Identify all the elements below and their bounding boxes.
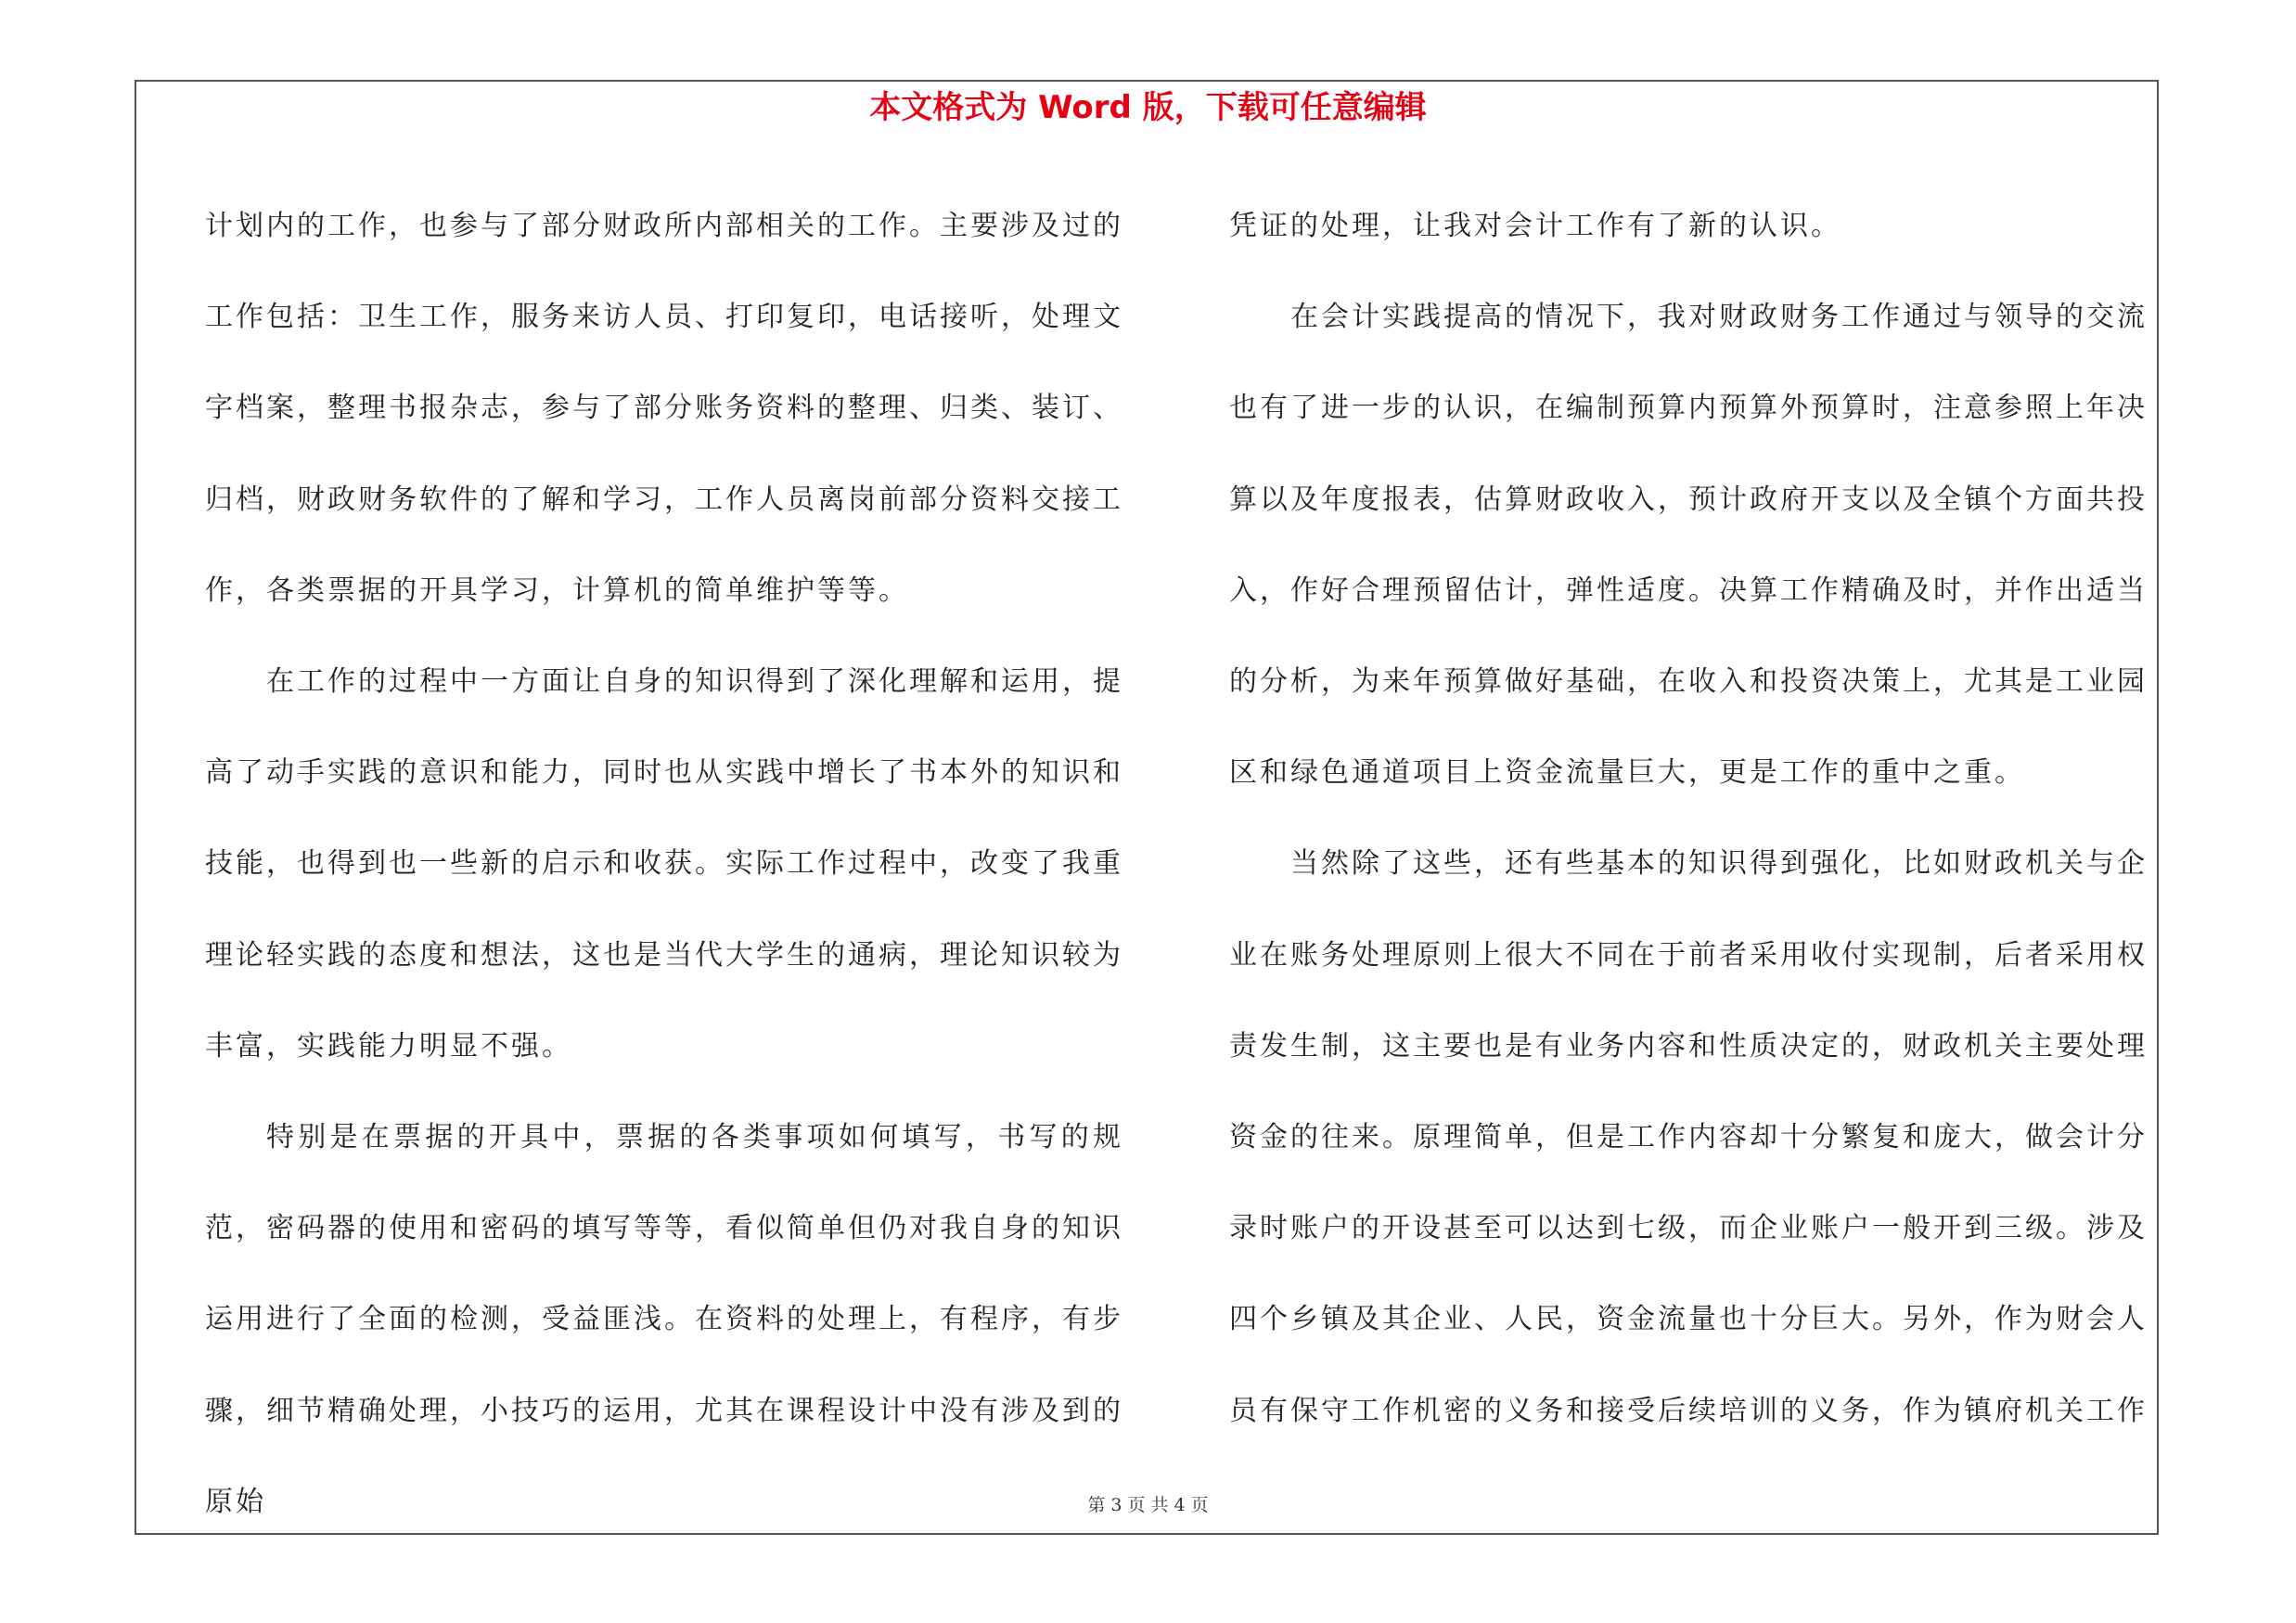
word-format-banner: 本文格式为 Word 版，下载可任意编辑 — [869, 89, 1427, 126]
footer-suffix: 页 — [1190, 1495, 1209, 1515]
paragraph: 特别是在票据的开具中，票据的各类事项如何填写，书写的规范，密码器的使用和密码的填写等等，看似简单但仍对我自身的知识运用进行了全面的检测，受益匪浅。在资料的处理上，有程序，有步骤，细节精确处理，小技巧的运用，尤其在课程设计中没有涉及到的原始 — [205, 1121, 1123, 1518]
paragraph: 在工作的过程中一方面让自身的知识得到了深化理解和运用，提高了动手实践的意识和能力，同时也从实践中增长了书本外的知识和技能，也得到也一些新的启示和收获。实际工作过程中，改变了我重理论轻实践的态度和想法，这也是当代大学生的通病，理论知识较为丰富，实践能力明显不强。 — [205, 665, 1123, 1063]
left-column — [205, 181, 1123, 1548]
paragraph-continuation: 凭证的处理，让我对会计工作有了新的认识。 — [1229, 210, 1841, 242]
current-page-number: 3 — [1110, 1495, 1122, 1515]
right-column — [1229, 181, 2148, 1457]
footer-page-word: 页 — [1127, 1495, 1146, 1515]
footer-prefix: 第 — [1087, 1495, 1106, 1515]
total-pages-number: 4 — [1174, 1495, 1186, 1515]
paragraph: 当然除了这些，还有些基本的知识得到强化，比如财政机关与企业在账务处理原则上很大不同在于前者采用收付实现制，后者采用权责发生制，这主要也是有业务内容和性质决定的，财政机关主要处理资金的往来。原理简单，但是工作内容却十分繁复和庞大，做会计分录时账户的开设甚至可以达到七级，而企业账户一般开到三级。涉及四个乡镇及其企业、人民，资金流量也十分巨大。另外，作为财会人员有保守工作机密的义务和接受后续培训的义务，作为镇府机关工作 — [1229, 847, 2148, 1427]
paragraph: 在会计实践提高的情况下，我对财政财务工作通过与领导的交流也有了进一步的认识，在编制预算内预算外预算时，注意参照上年决算以及年度报表，估算财政收入，预计政府开支以及全镇个方面共投入，作好合理预留估计，弹性适度。决算工作精确及时，并作出适当的分析，为来年预算做好基础，在收入和投资决策上，尤其是工业园区和绿色通道项目上资金流量巨大，更是工作的重中之重。 — [1229, 301, 2148, 790]
paragraph-continuation: 计划内的工作，也参与了部分财政所内部相关的工作。主要涉及过的工作包括：卫生工作，服务来访人员、打印复印，电话接听，处理文字档案，整理书报杂志，参与了部分账务资料的整理、归类、装订、归档，财政财务软件的了解和学习，工作人员离岗前部分资料交接工作，各类票据的开具学习，计算机的简单维护等等。 — [205, 210, 1123, 607]
page-number-footer — [0, 1491, 2296, 1519]
footer-total-word: 共 — [1150, 1495, 1169, 1515]
